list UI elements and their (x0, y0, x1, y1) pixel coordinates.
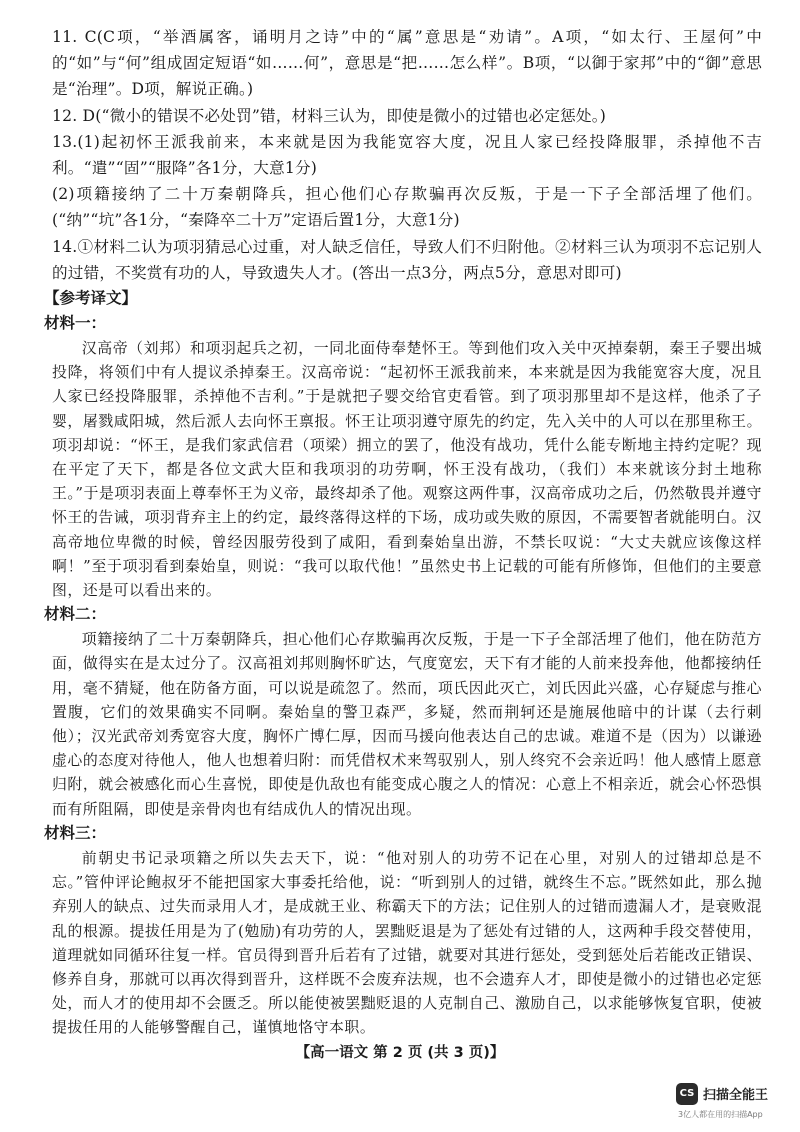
material-title: 材料三： (44, 823, 107, 842)
material-text: 前朝史书记录项籍之所以失去天下，说：“他对别人的功劳不记在心里，对别人的过错却总是不忘。”管仲评论鲍叔牙不能把国家大事委托给他，说：“听到别人的过错，就终生不忘。”既然如此，那么抛弃别人的缺点、过失而录用人才，是成就王业、称霸天下的方法；记住别人的过错而遗漏人才，是衰败混乱的根源。提拔任用是为了(勉励)有功劳的人，罢黜贬退是为了惩处有过错的人，这两种手段交替使用，道理就如同循环往复一样。官员得到晋升后若有了过错，就要对其进行惩处，受到惩处后若能改正错误、修养自身，那就可以再次得到晋升，这样既不会废弃法规，也不会遗弃人才，即使是微小的过错也必定惩处，而人才的使用却不会匮乏。所以能使被罢黜贬退的人克制自己、激励自己，以求能够恢复官职，使被提拔任用的人能够警醒自己，谨慎地恪守本职。 (52, 848, 762, 1037)
answer-13-2: (2)项籍接纳了二十万秦朝降兵，担心他们心存欺骗再次反叛，于是一下子全部活埋了他们。(“纳”“坑”各1分，“秦降卒二十万”定语后置1分，大意1分) (52, 185, 762, 230)
page-footer: 【高一语文 第 2 页 (共 3 页)】 (295, 1045, 505, 1061)
scanner-watermark (676, 1083, 788, 1123)
watermark-name: 扫描全能王 (703, 1088, 769, 1103)
camscanner-logo-icon: CS (676, 1083, 698, 1105)
material-text: 项籍接纳了二十万秦朝降兵，担心他们心存欺骗再次反叛，于是一下子全部活埋了他们，他在防范方面，做得实在是太过分了。汉高祖刘邦则胸怀旷达，气度宽宏，天下有才能的人前来投奔他，他都接纳任用，毫不猜疑，他在防备方面，可以说是疏忽了。然而，项氏因此灭亡，刘氏因此兴盛，心存疑虑与推心置腹，它们的效果确实不同啊。秦始皇的警卫森严，多疑，然而荆轲还是施展他暗中的计谋（去行刺他）；汉光武帝刘秀宽容大度，胸怀广博仁厚，因而马援向他表达自己的忠诚。难道不是（因为）以谦逊虚心的态度对待他人，他人也想着归附：而凭借权术来驾驭别人，别人终究不会亲近吗！他人感情上愿意归附，就会被感化而心生喜悦，即使是仇敌也有能变成心腹之人的情况：心意上不相亲近，就会心怀恐惧而有所阻隔，即使是亲骨肉也有结成仇人的情况出现。 (52, 630, 762, 818)
answer-11: 11. C(C项，“举酒属客，诵明月之诗”中的“属”意思是“劝请”。A项，“如太行、王屋何”中的“如”与“何”组成固定短语“如……何”，意思是“把……怎么样”。B项，“以御于家邦”中的“御”意思是“治理”。D项，解说正确。) (52, 28, 762, 99)
answer-key (52, 24, 762, 286)
material-text: 汉高帝（刘邦）和项羽起兵之初，一同北面侍奉楚怀王。等到他们攻入关中灭掉秦朝，秦王子婴出城投降，将领们中有人提议杀掉秦王。汉高帝说：“起初怀王派我前来，本来就是因为我能宽容大度，况且人家已经投降服罪，杀掉他不吉利。”于是就把子婴交给官吏看管。到了项羽那里却不是这样，他杀了子婴，屠戮咸阳城，然后派人去向怀王禀报。怀王让项羽遵守原先的约定，先入关中的人可以在那里称王。项羽却说：“怀王，是我们家武信君（项梁）拥立的罢了，他没有战功，凭什么能专断地主持约定呢？现在平定了天下，都是各位文武大臣和我项羽的功劳啊，怀王没有战功，（我们）本来就该分封土地称王。”于是项羽表面上尊奉怀王为义帝，最终却杀了他。观察这两件事，汉高帝成功之后，仍然敬畏并遵守怀王的告诫，项羽背弃主上的约定，最终落得这样的下场，成功或失败的原因，不需要智者就能明白。汉高帝地位卑微的时候，曾经因服劳役到了咸阳，看到秦始皇出游，不禁长叹说：“大丈夫就应该像这样啊！”至于项羽看到秦始皇，则说：“我可以取代他！”虽然史书上记载的可能有所修饰，但他们的主要意图，还是可以看出来的。 (52, 339, 762, 600)
material-3 (44, 821, 762, 1040)
answer-page (44, 24, 762, 1040)
answer-14: 14.①材料二认为项羽猜忌心过重，对人缺乏信任，导致人们不归附他。②材料三认为项羽不忘记别人的过错，不奖赏有功的人，导致遗失人才。(答出一点3分，两点5分，意思对即可) (52, 237, 762, 282)
watermark-tagline: 3亿人都在用的扫描App (678, 1110, 763, 1119)
material-1 (44, 311, 762, 602)
answer-13-1: 13.(1)起初怀王派我前来，本来就是因为我能宽容大度，况且人家已经投降服罪，杀掉他不吉利。“遣”“固”“服降”各1分，大意1分) (52, 132, 762, 178)
material-2 (44, 602, 762, 821)
answer-12: 12. D(“微小的错误不必处罚”错，材料三认为，即使是微小的过错也必定惩处。) (52, 106, 606, 125)
material-title: 材料二： (44, 605, 107, 624)
material-title: 材料一： (44, 314, 107, 333)
reference-heading: 【参考译文】 (44, 289, 138, 308)
